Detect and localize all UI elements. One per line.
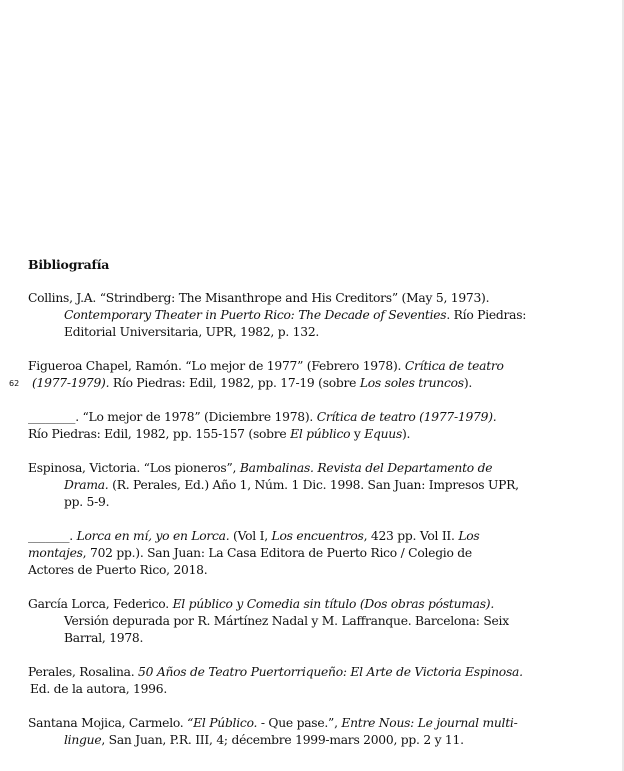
entry-text: Santana Mojica, Carmelo. (28, 716, 188, 730)
entry-title: Los encuentros (271, 529, 364, 543)
entry-text: Figueroa Chapel, Ramón. “Lo mejor de 1977” (Febrero 1978). (28, 359, 405, 373)
entry-text: - Que pase.”, (257, 716, 342, 730)
entry-text: pp. 5-9. (64, 495, 110, 509)
entry-title: Crítica de teatro (1977-1979). (316, 410, 497, 424)
entry-title: montajes (28, 546, 83, 560)
entry-text: Versión depurada por R. Mártínez Nadal y M. Laffranque. Barcelona: Seix (64, 614, 509, 628)
entry-title: Contemporary Theater in Puerto Rico: The Decade of Seventies (64, 308, 447, 322)
entry-text: García Lorca, Federico. (28, 597, 173, 611)
bibliography-entry-collins (28, 290, 566, 341)
entry-title: Equus (364, 427, 402, 441)
entry-text: ). (402, 427, 411, 441)
entry-text: , 423 pp. Vol II. (363, 529, 459, 543)
entry-title: Los soles truncos (359, 376, 464, 390)
entry-title: Lorca en mí, yo en Lorca. (76, 529, 230, 543)
entry-text: Río Piedras: Edil, 1982, pp. 17-19 (sobre (109, 376, 360, 390)
entry-text: Río Piedras: Edil, 1982, pp. 155-157 (sobre (28, 427, 291, 441)
bibliography-entry-garcia-lorca (28, 596, 566, 647)
entry-text: Collins, J.A. “Strindberg: The Misanthrope and His Creditors” (May 5, 1973). (28, 291, 490, 305)
entry-title: Crítica de teatro (404, 359, 504, 373)
entry-title: 50 Años de Teatro Puertorriqueño: El Arte de Victoria Espinosa. (138, 665, 523, 679)
bibliography-entry-perales (28, 664, 566, 698)
entry-title: Bambalinas. Revista del Departamento de (239, 461, 493, 475)
entry-title: Los (458, 529, 480, 543)
entry-text: . Río Piedras: (446, 308, 527, 322)
entry-text: y (350, 427, 365, 441)
entry-text: Editorial Universitaria, UPR, 1982, p. 132. (64, 325, 320, 339)
entry-text: Espinosa, Victoria. “Los pioneros”, (28, 461, 240, 475)
entry-text: ). (463, 376, 473, 390)
entry-text: Ed. de la autora, 1996. (30, 682, 167, 696)
entry-text: , 702 pp.). San Juan: La Casa Editora de Puerto Rico / Colegio de (82, 546, 472, 560)
entry-text: _______. (28, 529, 77, 543)
entry-text: Perales, Rosalina. (28, 665, 139, 679)
entry-title: El público (290, 427, 351, 441)
entry-title: El público y Comedia sin título (Dos obras póstumas). (172, 597, 495, 611)
entry-text: Actores de Puerto Rico, 2018. (28, 563, 208, 577)
entry-text: (Vol I, (229, 529, 272, 543)
section-heading: Bibliografía (28, 257, 110, 272)
entry-text: , San Juan, P.R. III, 4; décembre 1999-mars 2000, pp. 2 y 11. (101, 733, 464, 747)
entry-text: ________. “Lo mejor de 1978” (Diciembre 1978). (28, 410, 317, 424)
page-number: 62 (9, 379, 20, 388)
entry-text: (R. Perales, Ed.) Año 1, Núm. 1 Dic. 1998. San Juan: Impresos UPR, (108, 478, 519, 492)
bibliography-entry-figueroa-1978 (28, 409, 566, 443)
entry-title: Entre Nous: Le journal multi- (341, 716, 518, 730)
entry-title: “El Público. (187, 716, 258, 730)
bibliography-entry-santana-mojica (28, 715, 566, 749)
bibliography-entry-figueroa-1977 (28, 358, 566, 392)
entry-text: Barral, 1978. (64, 631, 144, 645)
entry-title: lingue (64, 733, 102, 747)
bibliography-entry-espinosa (28, 460, 566, 511)
bibliography-entry-lorca-en-mi (28, 528, 566, 579)
entry-title: Drama. (64, 478, 109, 492)
entry-title: (1977-1979). (32, 376, 110, 390)
